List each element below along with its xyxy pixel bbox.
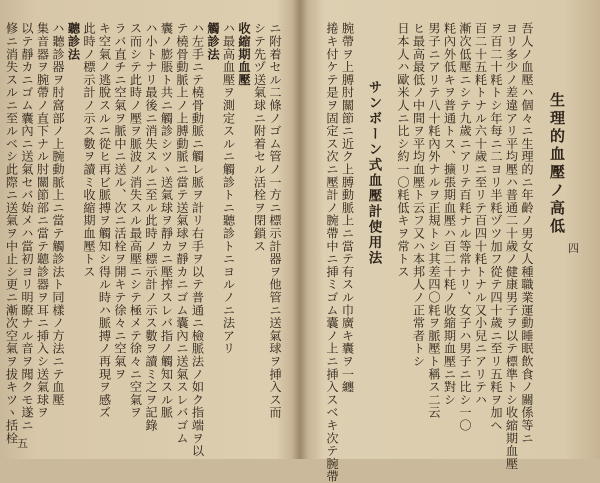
text-column: ヒ最高最低ノ中間ヲ平均血壓ト云フ又ハ本邦人ノ正常者トシ xyxy=(411,22,426,368)
text-column: ニ附着セル二條ノゴム管ノ一方ニ標示計器ヲ他管ニ送氣球ヲ挿入ス而 xyxy=(268,22,282,419)
right-page-text xyxy=(318,22,566,483)
text-column: 集音器ヲ腕帶ノ直下ナル肘關節部ニ當テ聽診器ヲ耳ニ挿入シ送氣球ヲ xyxy=(35,22,50,419)
text-column: ヲ百二十粍トシ年每ニ二ヨリ半粍ヅツ加フ從テ四十歲ニ至リ五粍ヲ加ヘ xyxy=(489,22,503,432)
text-column: ハ最高血壓ヲ測定スルニ觸診トニ聽診トニヨルノニ法アリ xyxy=(221,22,236,355)
term-heading: 收縮期血壓 xyxy=(237,22,251,86)
left-page-text xyxy=(4,22,282,458)
text-column: 囊ノ膨脹ト共ニ觸診シツヽ送氣球ヲ靜カニ壓搾スレバ指ノ觸知スル脈 xyxy=(159,22,174,419)
section-heading: 生理的血壓ノ高低 xyxy=(548,92,566,236)
text-column: ハ聽診器ヲ肘窩部ノ上腕動脈上ニ當テ觸診法ト同樣ノ方法ニテ血壓 xyxy=(51,22,65,406)
text-column: ス而シテ此時ノ壓ヲ脈波ノ消失スル最高壓ニシテ極メテ徐々ニ空氣ヲ xyxy=(128,22,143,419)
text-column: 百二十五粍トナル六十歲ニ至リテ百四十粍トナル又小兒ニアリテハ xyxy=(473,22,488,406)
text-column: ラバ直チニ空氣ヲ脈中ニ送ル、次ニ活栓ヲ開キテ徐々ニ空氣ヲ xyxy=(113,22,127,381)
text-column: 腕帶ヲ上膊肘關節ニ近ク上膊動脈上ニ當テ有スル巾廣キ囊ヲ一纏 xyxy=(340,22,355,394)
subsection-heading: サンボーン式血壓計使用法 xyxy=(365,80,382,266)
text-column: 粍內外低キヲ普通トス、擴張期血壓ハ百二十粍ノ收縮期血壓ニ對シ xyxy=(442,22,457,406)
text-column: 此時ノ標示計ノ示ス數ヲ讀ミ收縮期血壓トス xyxy=(82,22,96,278)
text-column: キ空氣ノ逃脫スルニ從ヒ再ビ脈搏ヲ觸知シ得ル時ハ脈搏ノ再現ヲ感ズ xyxy=(97,22,112,419)
text-column: 以テ靜カニゴム囊內ニ送氣セバ始メハ當初ヨリ明瞭ナル音ヲ聞クモ遂ニ xyxy=(20,22,34,432)
page-number-right: 四 xyxy=(568,242,579,255)
page-number-left: 五 xyxy=(17,437,28,450)
text-column: 男子ニアリテ八十粍內外ナルヲ正規トシ其差四〇粍ヲ脈壓ト稱ス二云 xyxy=(427,22,441,419)
text-column: ヨリ多少ノ差違アリ平均壓ハ普通二十歲ノ健康男子ヲ以テ標準トシ收縮期血壓 xyxy=(504,22,519,470)
text-column: ハ小トナリ最後ニ消失スルニ至ル此時ノ標示計ノ示ス數ヲ讀ミ之ヲ記錄 xyxy=(144,22,158,432)
text-column: 修ニ消失スルニ至ルベシ此際ニ送氣ヲ中止シ更ニ漸次空氣ヲ拔キツヽ括栓 xyxy=(4,22,19,445)
term-heading: 觸診法 xyxy=(206,22,220,61)
text-column: 吾人ノ血壓ハ個々ニ生理的ニ年齡ノ男女人種職業運動睡眠飲食ノ關係等ニ xyxy=(520,22,534,445)
text-column: 漸次低壓ニシテ九歲ニアリテ百粍ナル等常ナリ、女子ハ男子ニ比シ一〇 xyxy=(458,22,472,432)
column-gap xyxy=(381,22,395,412)
text-column: ハ左手ニテ橈骨動脈ニ觸レ脈ヲ計リ右手ヲ以テ普通ニ檢脈法ノ如ク指端ヲ以 xyxy=(190,22,205,458)
text-column: テ橈骨動脈上ノ上膊動脈ニ當テ送氣球ヲ靜カニゴム囊內ニ送氣スレバゴム xyxy=(175,22,189,445)
term-heading: 聽診法 xyxy=(66,22,81,61)
text-column: 日本人ハ歐米人ニ比シ約一〇粍低キヲ常トス xyxy=(396,22,410,278)
book-gutter xyxy=(292,0,308,459)
text-column: 捲キ付ケテ是ヲ固定ス次ニ壓計ノ腕帶中ニ挿ミゴム囊ノ上ニ挿入スベキ次テ腕帶 xyxy=(325,22,339,483)
text-column: シテ先ヅ送氣球ニ附着セル活栓ヲ閉鎖ス xyxy=(252,22,267,253)
